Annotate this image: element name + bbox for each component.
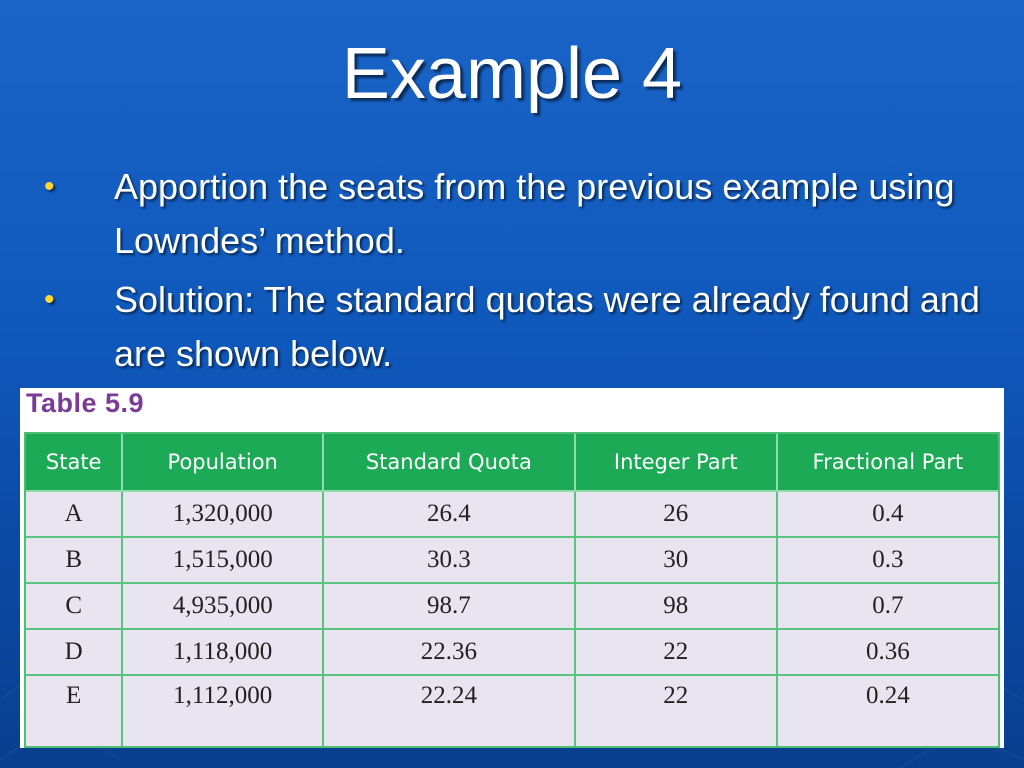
bullet-icon: •	[44, 170, 55, 203]
bullet-item	[40, 160, 1000, 268]
cell-population: 1,112,000	[123, 676, 324, 746]
cell-integer-part: 98	[576, 584, 778, 630]
bullet-item	[40, 273, 1000, 381]
bullet-text: Solution: The standard quotas were already found and are shown below.	[114, 279, 980, 374]
header-standard-quota: Standard Quota	[324, 434, 576, 492]
cell-integer-part: 30	[576, 538, 778, 584]
table-row	[26, 676, 998, 746]
cell-fractional-part: 0.3	[778, 538, 998, 584]
table-caption: Table 5.9	[26, 388, 145, 418]
bullet-list	[40, 160, 1000, 386]
bullet-text: Apportion the seats from the previous example using Lowndes’ method.	[114, 166, 955, 261]
slide-title: Example 4	[341, 34, 683, 114]
cell-population: 1,118,000	[123, 630, 324, 676]
table-row	[26, 584, 998, 630]
cell-standard-quota: 22.36	[324, 630, 576, 676]
cell-state: C	[26, 584, 123, 630]
table-row	[26, 538, 998, 584]
table-panel	[20, 388, 1004, 748]
cell-integer-part: 22	[576, 676, 778, 746]
cell-integer-part: 26	[576, 492, 778, 538]
header-population: Population	[123, 434, 324, 492]
cell-population: 1,515,000	[123, 538, 324, 584]
bullet-icon: •	[44, 283, 55, 316]
cell-standard-quota: 98.7	[324, 584, 576, 630]
header-fractional-part: Fractional Part	[778, 434, 998, 492]
cell-integer-part: 22	[576, 630, 778, 676]
cell-standard-quota: 30.3	[324, 538, 576, 584]
table-row	[26, 492, 998, 538]
cell-standard-quota: 26.4	[324, 492, 576, 538]
cell-state: B	[26, 538, 123, 584]
header-state: State	[26, 434, 123, 492]
data-table	[24, 432, 1000, 748]
table-header-row	[26, 434, 998, 492]
cell-fractional-part: 0.4	[778, 492, 998, 538]
table-row	[26, 630, 998, 676]
cell-standard-quota: 22.24	[324, 676, 576, 746]
cell-fractional-part: 0.36	[778, 630, 998, 676]
cell-state: D	[26, 630, 123, 676]
cell-fractional-part: 0.24	[778, 676, 998, 746]
cell-state: E	[26, 676, 123, 746]
header-integer-part: Integer Part	[576, 434, 778, 492]
cell-state: A	[26, 492, 123, 538]
cell-population: 4,935,000	[123, 584, 324, 630]
cell-population: 1,320,000	[123, 492, 324, 538]
cell-fractional-part: 0.7	[778, 584, 998, 630]
